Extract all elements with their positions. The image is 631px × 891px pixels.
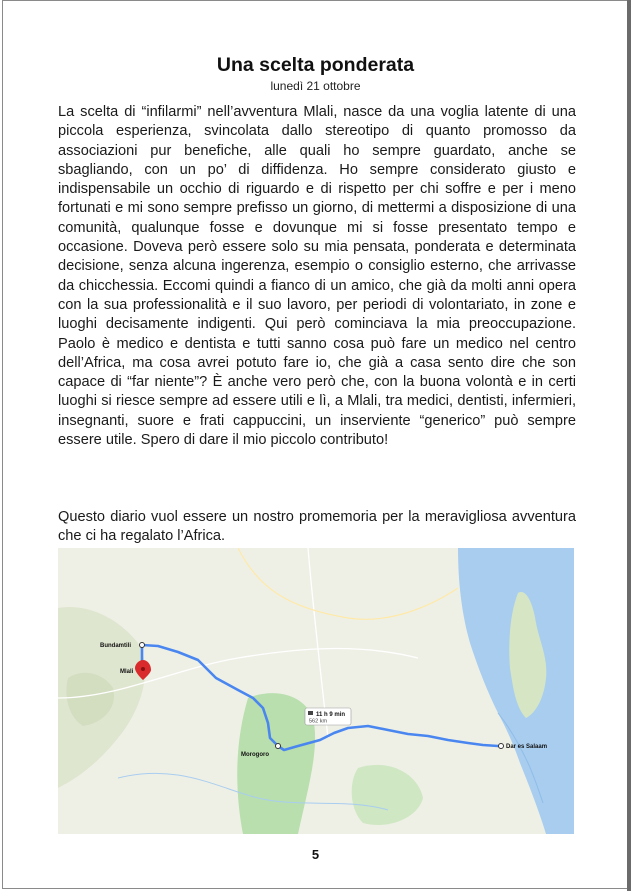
page-number: 5: [311, 847, 320, 862]
route-map-graphic: [58, 548, 574, 834]
route-info-box: [305, 708, 351, 725]
label-mid: Morogoro: [241, 752, 269, 758]
mid-waypoint-icon: [276, 744, 281, 749]
route-distance: 562 km: [309, 718, 328, 725]
paragraph-1: La scelta di “infilarmi” nell’avventura Mlali, nasce da una voglia latente di una piccola esperienza, svincolata dallo stereotipo di quanto promosso da associazioni pur benefiche, alle quali ho sempre guardato, anche se sbagliando, con un po’ di diffidenza. Ho sempre considerato giusto e indispensabile un occhio di riguardo e di rispetto per chi soffre e per i meno fortunati e mi sono sempre prefisso un giorno, di mettermi a disposizione di una comunità, qualunque fosse e dovunque mi si fosse presentato tempo e occasione. Doveva però essere solo su mia pensata, ponderata e determinata decisione, senza alcuna ingerenza, esempio o consiglio esterno, che arrivasse da chicchessia. Eccomi quindi a fianco di un amico, che già da molti anni opera con la sua professionalità e il suo lavoro, per periodi di volontariato, in zone e luoghi decisamente indigenti. Qui però cominciava la mia preoccupazione. Paolo è medico e dentista e tutti sanno cosa può fare un medico nel centro dell’Africa, ma cosa avrei potuto fare io, che già a casa sento dire che son capace di “far niente”? È anche vero però che, con la buona volontà e in certi luoghi si riesce sempre ad essere utili e lì, a Mlali, tra medici, dentisti, infermieri, insegnanti, suore e frati cappuccini, un inserviente “generico” può sempre essere utile. Spero di dare il mio piccolo contributo!: [58, 104, 576, 449]
car-icon: [308, 711, 313, 715]
end-waypoint-icon: [499, 744, 504, 749]
route-map: [58, 548, 574, 834]
paragraph-2: Questo diario vuol essere un nostro promemoria per la meravigliosa avventura che ci ha regalato l’Africa.: [58, 509, 576, 545]
route-time: 11 h 9 min: [316, 712, 346, 718]
page-edge: [627, 0, 631, 891]
page-title: Una scelta ponderata: [216, 54, 415, 76]
label-near-start: Bundamtili: [100, 643, 131, 649]
label-start: Mlali: [120, 669, 134, 675]
entry-date: lunedì 21 ottobre: [270, 79, 361, 93]
label-end: Dar es Salaam: [506, 744, 548, 750]
waypoint-icon: [140, 643, 145, 648]
